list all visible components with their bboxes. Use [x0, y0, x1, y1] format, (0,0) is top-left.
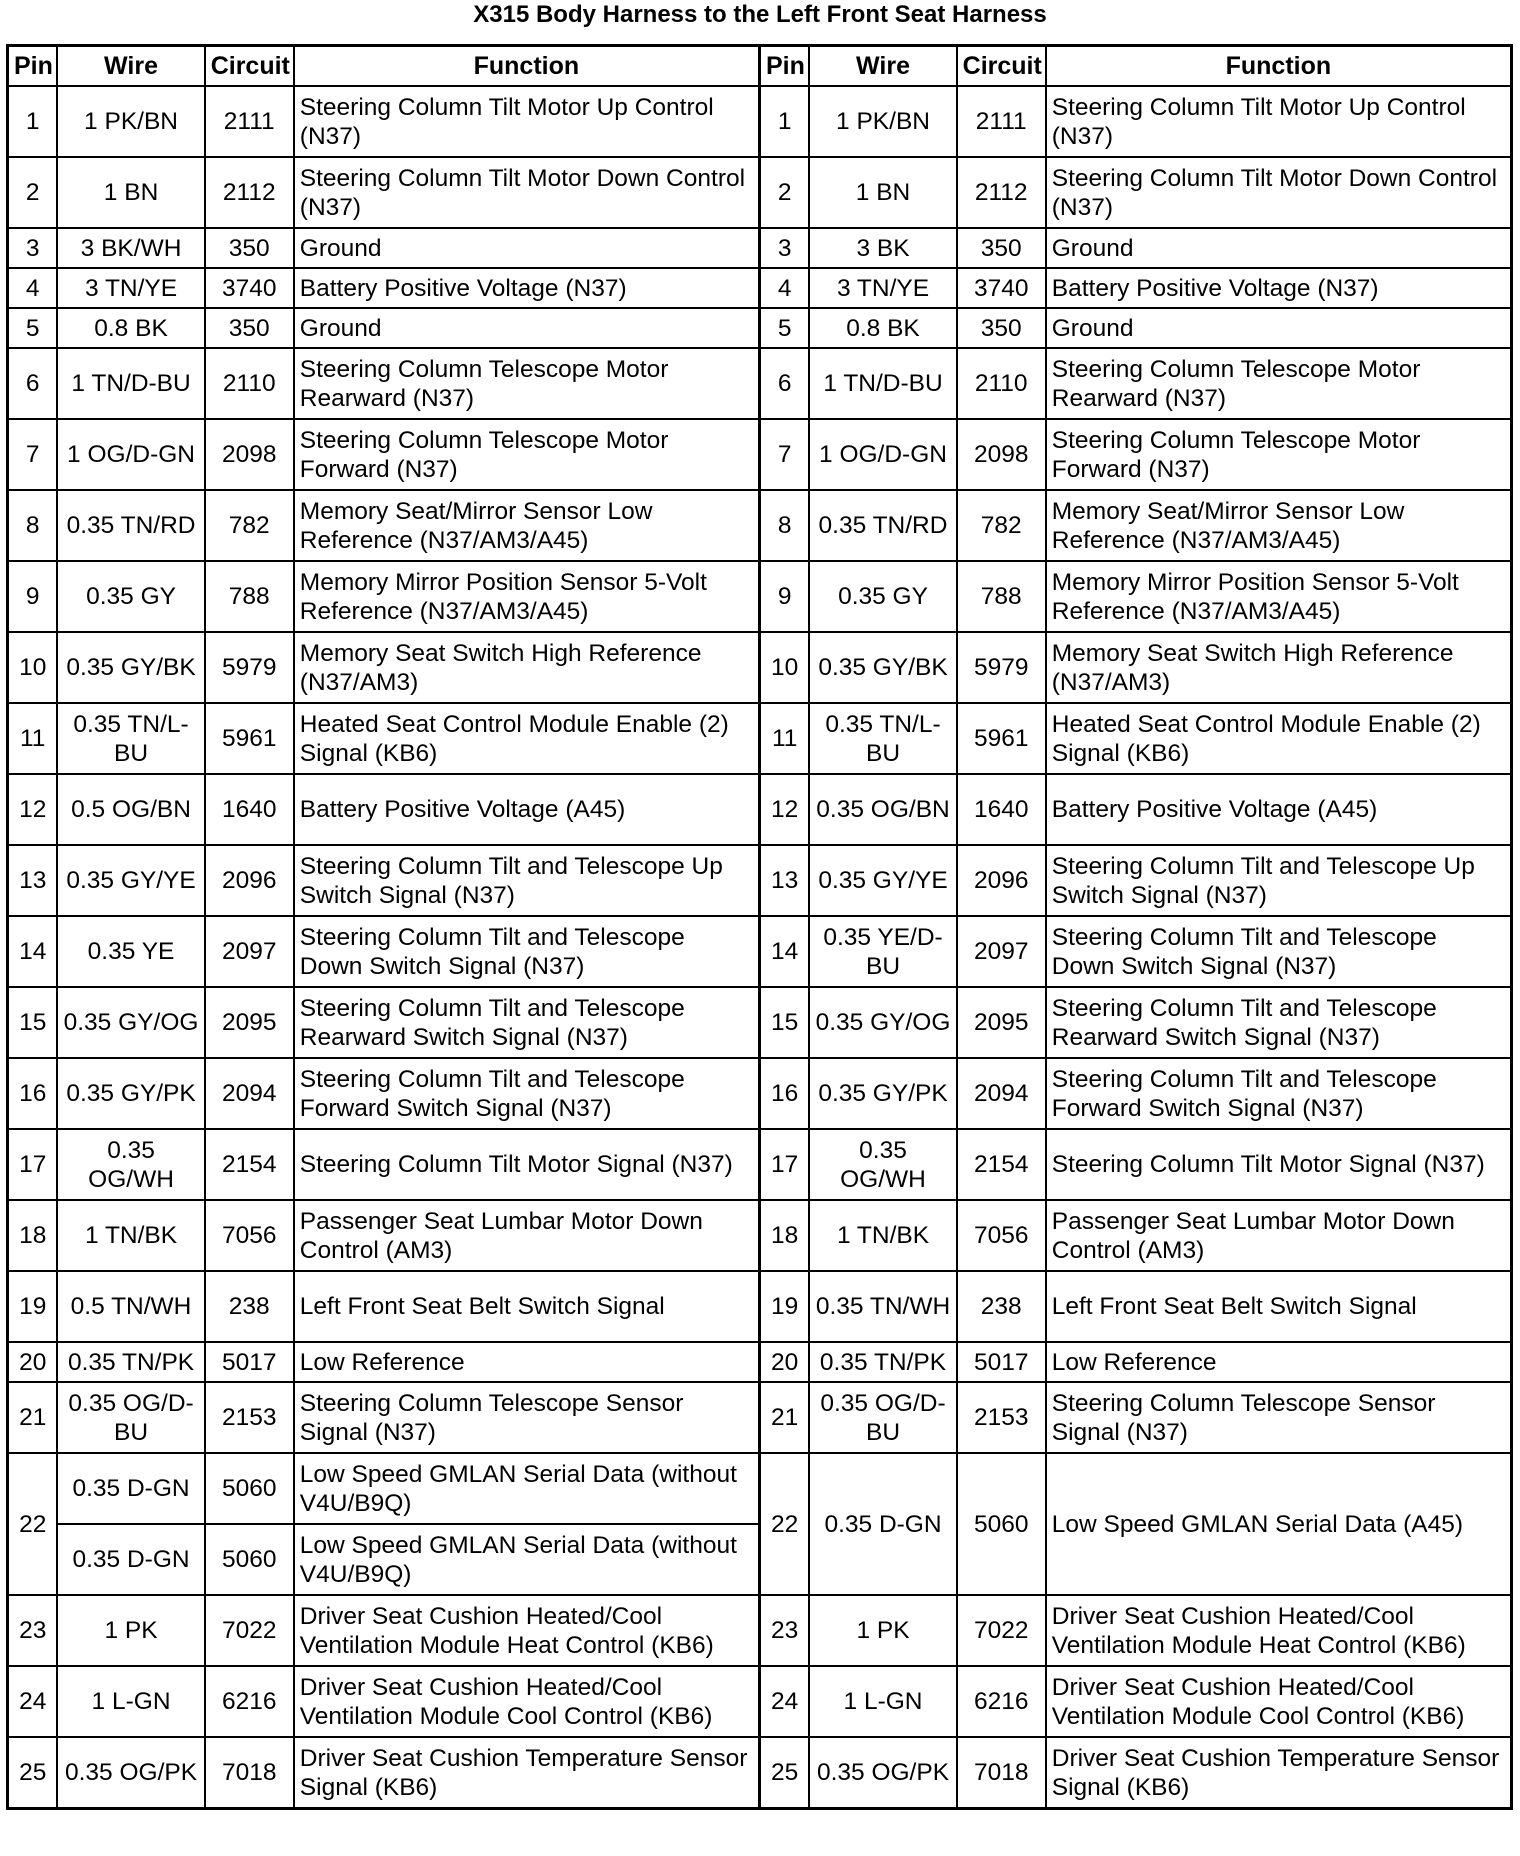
- circuit-left: 1640: [205, 774, 294, 845]
- circuit-left: 2095: [205, 987, 294, 1058]
- wire-left: 0.35 D-GN: [57, 1524, 204, 1595]
- wire-left: 3 BK/WH: [57, 228, 204, 268]
- circuit-right: 6216: [957, 1666, 1046, 1737]
- wire-left: 1 TN/D-BU: [57, 348, 204, 419]
- pin-right: 14: [759, 916, 809, 987]
- pin-left: 3: [8, 228, 58, 268]
- pin-right: 22: [759, 1453, 809, 1595]
- wire-left: 0.35 GY/PK: [57, 1058, 204, 1129]
- wire-right: 1 L-GN: [809, 1666, 956, 1737]
- header-wire-left: Wire: [57, 46, 204, 87]
- table-row: [8, 1129, 1512, 1200]
- circuit-left: 2098: [205, 419, 294, 490]
- circuit-left: 2110: [205, 348, 294, 419]
- circuit-right: 7022: [957, 1595, 1046, 1666]
- circuit-right: 2097: [957, 916, 1046, 987]
- function-right: Passenger Seat Lumbar Motor Down Control (AM3): [1046, 1200, 1512, 1271]
- function-right: Ground: [1046, 308, 1512, 348]
- page-title: X315 Body Harness to the Left Front Seat Harness: [473, 1, 1047, 28]
- wire-right: 1 OG/D-GN: [809, 419, 956, 490]
- pin-left: 9: [8, 561, 58, 632]
- function-left: Left Front Seat Belt Switch Signal: [294, 1271, 760, 1342]
- circuit-left: 5979: [205, 632, 294, 703]
- pin-right: 12: [759, 774, 809, 845]
- pin-right: 7: [759, 419, 809, 490]
- table-row: [8, 703, 1512, 774]
- wire-left: 0.35 GY/YE: [57, 845, 204, 916]
- circuit-right: 3740: [957, 268, 1046, 308]
- function-left: Low Reference: [294, 1342, 760, 1382]
- header-pin-left: Pin: [8, 46, 58, 87]
- pin-right: 8: [759, 490, 809, 561]
- function-right: Steering Column Tilt Motor Down Control (N37): [1046, 157, 1512, 228]
- wire-left: 1 OG/D-GN: [57, 419, 204, 490]
- pin-left: 18: [8, 1200, 58, 1271]
- circuit-right: 350: [957, 308, 1046, 348]
- wire-left: 1 BN: [57, 157, 204, 228]
- function-right: Steering Column Telescope Motor Forward (N37): [1046, 419, 1512, 490]
- wire-left: 0.5 OG/BN: [57, 774, 204, 845]
- circuit-left: 2154: [205, 1129, 294, 1200]
- pin-left: 12: [8, 774, 58, 845]
- circuit-right: 5060: [957, 1453, 1046, 1595]
- wire-left: 0.8 BK: [57, 308, 204, 348]
- wire-right: 0.35 OG/WH: [809, 1129, 956, 1200]
- circuit-right: 788: [957, 561, 1046, 632]
- pin-left: 2: [8, 157, 58, 228]
- table-row: [8, 845, 1512, 916]
- function-left: Low Speed GMLAN Serial Data (without V4U/B9Q): [294, 1453, 760, 1524]
- circuit-right: 2095: [957, 987, 1046, 1058]
- circuit-left: 782: [205, 490, 294, 561]
- circuit-right: 350: [957, 228, 1046, 268]
- pin-right: 13: [759, 845, 809, 916]
- function-right: Driver Seat Cushion Heated/Cool Ventilation Module Cool Control (KB6): [1046, 1666, 1512, 1737]
- circuit-right: 2112: [957, 157, 1046, 228]
- pin-right: 21: [759, 1382, 809, 1453]
- circuit-left: 788: [205, 561, 294, 632]
- pin-right: 17: [759, 1129, 809, 1200]
- table-row: [8, 774, 1512, 845]
- function-left: Driver Seat Cushion Heated/Cool Ventilation Module Cool Control (KB6): [294, 1666, 760, 1737]
- function-right: Steering Column Telescope Motor Rearward (N37): [1046, 348, 1512, 419]
- circuit-left: 2096: [205, 845, 294, 916]
- wire-left: 0.35 TN/L-BU: [57, 703, 204, 774]
- circuit-left: 2153: [205, 1382, 294, 1453]
- header-function-right: Function: [1046, 46, 1512, 87]
- function-right: Heated Seat Control Module Enable (2) Signal (KB6): [1046, 703, 1512, 774]
- wire-left: 0.35 TN/RD: [57, 490, 204, 561]
- wire-right: 0.8 BK: [809, 308, 956, 348]
- pin-left: 21: [8, 1382, 58, 1453]
- function-right: Ground: [1046, 228, 1512, 268]
- function-left: Battery Positive Voltage (N37): [294, 268, 760, 308]
- table-row: [8, 268, 1512, 308]
- circuit-right: 7056: [957, 1200, 1046, 1271]
- wire-right: 1 BN: [809, 157, 956, 228]
- table-row: [8, 157, 1512, 228]
- circuit-right: 1640: [957, 774, 1046, 845]
- circuit-right: 5017: [957, 1342, 1046, 1382]
- function-left: Steering Column Telescope Sensor Signal (N37): [294, 1382, 760, 1453]
- function-right: Memory Mirror Position Sensor 5-Volt Reference (N37/AM3/A45): [1046, 561, 1512, 632]
- circuit-left: 5060: [205, 1524, 294, 1595]
- function-left: Memory Mirror Position Sensor 5-Volt Reference (N37/AM3/A45): [294, 561, 760, 632]
- circuit-right: 5961: [957, 703, 1046, 774]
- header-row: [8, 46, 1512, 87]
- table-body: [8, 86, 1512, 1809]
- wire-right: 0.35 GY/YE: [809, 845, 956, 916]
- wire-left: 0.35 GY/BK: [57, 632, 204, 703]
- wire-left: 1 L-GN: [57, 1666, 204, 1737]
- table-row: [8, 86, 1512, 157]
- function-left: Ground: [294, 228, 760, 268]
- circuit-right: 2098: [957, 419, 1046, 490]
- wire-right: 0.35 D-GN: [809, 1453, 956, 1595]
- pin-left: 20: [8, 1342, 58, 1382]
- pin-right: 6: [759, 348, 809, 419]
- header-function-left: Function: [294, 46, 760, 87]
- wire-right: 3 TN/YE: [809, 268, 956, 308]
- wire-left: 0.35 OG/D-BU: [57, 1382, 204, 1453]
- wire-left: 0.35 YE: [57, 916, 204, 987]
- function-right: Steering Column Telescope Sensor Signal (N37): [1046, 1382, 1512, 1453]
- pin-left: 19: [8, 1271, 58, 1342]
- pin-left: 10: [8, 632, 58, 703]
- wire-left: 1 PK/BN: [57, 86, 204, 157]
- pin-right: 19: [759, 1271, 809, 1342]
- pin-right: 4: [759, 268, 809, 308]
- wire-left: 0.35 GY: [57, 561, 204, 632]
- pin-right: 24: [759, 1666, 809, 1737]
- circuit-left: 350: [205, 308, 294, 348]
- table-row: [8, 1666, 1512, 1737]
- pin-left: 5: [8, 308, 58, 348]
- pin-left: 4: [8, 268, 58, 308]
- header-circuit-left: Circuit: [205, 46, 294, 87]
- function-right: Steering Column Tilt and Telescope Forward Switch Signal (N37): [1046, 1058, 1512, 1129]
- circuit-right: 5979: [957, 632, 1046, 703]
- pin-left: 8: [8, 490, 58, 561]
- circuit-left: 5060: [205, 1453, 294, 1524]
- circuit-right: 2096: [957, 845, 1046, 916]
- wire-left: 1 PK: [57, 1595, 204, 1666]
- circuit-left: 3740: [205, 268, 294, 308]
- wire-left: 0.35 OG/WH: [57, 1129, 204, 1200]
- pin-left: 6: [8, 348, 58, 419]
- pin-right: 25: [759, 1737, 809, 1809]
- pin-left: 15: [8, 987, 58, 1058]
- wire-right: 0.35 GY/OG: [809, 987, 956, 1058]
- function-left: Heated Seat Control Module Enable (2) Signal (KB6): [294, 703, 760, 774]
- circuit-left: 350: [205, 228, 294, 268]
- function-right: Memory Seat/Mirror Sensor Low Reference (N37/AM3/A45): [1046, 490, 1512, 561]
- circuit-right: 2111: [957, 86, 1046, 157]
- circuit-right: 2154: [957, 1129, 1046, 1200]
- function-left: Steering Column Tilt and Telescope Forward Switch Signal (N37): [294, 1058, 760, 1129]
- wire-left: 0.35 GY/OG: [57, 987, 204, 1058]
- table-row: [8, 1453, 1512, 1524]
- function-left: Steering Column Telescope Motor Forward (N37): [294, 419, 760, 490]
- pin-left: 22: [8, 1453, 58, 1595]
- table-row: [8, 1342, 1512, 1382]
- wire-right: 0.35 TN/PK: [809, 1342, 956, 1382]
- wire-left: 0.5 TN/WH: [57, 1271, 204, 1342]
- pin-right: 20: [759, 1342, 809, 1382]
- function-right: Steering Column Tilt and Telescope Up Switch Signal (N37): [1046, 845, 1512, 916]
- circuit-right: 238: [957, 1271, 1046, 1342]
- circuit-left: 6216: [205, 1666, 294, 1737]
- header-wire-right: Wire: [809, 46, 956, 87]
- table-row: [8, 1595, 1512, 1666]
- table-row: [8, 916, 1512, 987]
- pin-right: 18: [759, 1200, 809, 1271]
- circuit-left: 7022: [205, 1595, 294, 1666]
- circuit-left: 238: [205, 1271, 294, 1342]
- table-row: [8, 228, 1512, 268]
- function-right: Left Front Seat Belt Switch Signal: [1046, 1271, 1512, 1342]
- wire-left: 3 TN/YE: [57, 268, 204, 308]
- pin-right: 15: [759, 987, 809, 1058]
- pin-right: 5: [759, 308, 809, 348]
- circuit-right: 2110: [957, 348, 1046, 419]
- table-row: [8, 1382, 1512, 1453]
- wire-right: 0.35 GY/PK: [809, 1058, 956, 1129]
- function-right: Driver Seat Cushion Heated/Cool Ventilation Module Heat Control (KB6): [1046, 1595, 1512, 1666]
- table-row: [8, 561, 1512, 632]
- function-left: Steering Column Tilt and Telescope Up Switch Signal (N37): [294, 845, 760, 916]
- table-row: [8, 1271, 1512, 1342]
- circuit-right: 2094: [957, 1058, 1046, 1129]
- pin-right: 3: [759, 228, 809, 268]
- function-left: Driver Seat Cushion Temperature Sensor Signal (KB6): [294, 1737, 760, 1809]
- circuit-left: 2097: [205, 916, 294, 987]
- function-right: Steering Column Tilt and Telescope Rearward Switch Signal (N37): [1046, 987, 1512, 1058]
- pin-right: 2: [759, 157, 809, 228]
- function-right: Driver Seat Cushion Temperature Sensor Signal (KB6): [1046, 1737, 1512, 1809]
- circuit-left: 7056: [205, 1200, 294, 1271]
- circuit-left: 2094: [205, 1058, 294, 1129]
- pin-left: 14: [8, 916, 58, 987]
- function-left: Steering Column Tilt Motor Up Control (N37): [294, 86, 760, 157]
- pin-right: 10: [759, 632, 809, 703]
- function-right: Steering Column Tilt and Telescope Down Switch Signal (N37): [1046, 916, 1512, 987]
- wire-right: 1 PK: [809, 1595, 956, 1666]
- function-left: Steering Column Tilt Motor Down Control (N37): [294, 157, 760, 228]
- table-row: [8, 490, 1512, 561]
- circuit-right: 782: [957, 490, 1046, 561]
- function-right: Memory Seat Switch High Reference (N37/AM3): [1046, 632, 1512, 703]
- function-left: Memory Seat Switch High Reference (N37/AM3): [294, 632, 760, 703]
- function-left: Passenger Seat Lumbar Motor Down Control (AM3): [294, 1200, 760, 1271]
- wire-right: 0.35 TN/L-BU: [809, 703, 956, 774]
- circuit-right: 2153: [957, 1382, 1046, 1453]
- table-row: [8, 987, 1512, 1058]
- wire-right: 1 PK/BN: [809, 86, 956, 157]
- wire-left: 1 TN/BK: [57, 1200, 204, 1271]
- pin-left: 13: [8, 845, 58, 916]
- wire-right: 3 BK: [809, 228, 956, 268]
- function-right: Low Reference: [1046, 1342, 1512, 1382]
- wire-right: 0.35 GY: [809, 561, 956, 632]
- wire-right: 0.35 GY/BK: [809, 632, 956, 703]
- wire-left: 0.35 OG/PK: [57, 1737, 204, 1809]
- function-left: Ground: [294, 308, 760, 348]
- pin-right: 11: [759, 703, 809, 774]
- circuit-right: 7018: [957, 1737, 1046, 1809]
- pinout-table: [6, 44, 1513, 1810]
- pin-left: 16: [8, 1058, 58, 1129]
- wire-right: 0.35 YE/D-BU: [809, 916, 956, 987]
- wire-right: 0.35 TN/RD: [809, 490, 956, 561]
- pin-left: 11: [8, 703, 58, 774]
- circuit-left: 7018: [205, 1737, 294, 1809]
- wire-right: 1 TN/D-BU: [809, 348, 956, 419]
- wire-right: 0.35 OG/PK: [809, 1737, 956, 1809]
- pin-left: 24: [8, 1666, 58, 1737]
- pin-right: 9: [759, 561, 809, 632]
- table-row: [8, 348, 1512, 419]
- circuit-left: 5961: [205, 703, 294, 774]
- function-left: Steering Column Tilt and Telescope Rearward Switch Signal (N37): [294, 987, 760, 1058]
- function-left: Low Speed GMLAN Serial Data (without V4U/B9Q): [294, 1524, 760, 1595]
- wire-left: 0.35 TN/PK: [57, 1342, 204, 1382]
- wire-right: 1 TN/BK: [809, 1200, 956, 1271]
- function-left: Memory Seat/Mirror Sensor Low Reference (N37/AM3/A45): [294, 490, 760, 561]
- table-row: [8, 1737, 1512, 1809]
- function-right: Battery Positive Voltage (N37): [1046, 268, 1512, 308]
- circuit-left: 2111: [205, 86, 294, 157]
- table-row: [8, 419, 1512, 490]
- pin-left: 23: [8, 1595, 58, 1666]
- header-pin-right: Pin: [759, 46, 809, 87]
- table-row: [8, 632, 1512, 703]
- pin-left: 25: [8, 1737, 58, 1809]
- wire-left: 0.35 D-GN: [57, 1453, 204, 1524]
- pin-right: 1: [759, 86, 809, 157]
- pin-right: 16: [759, 1058, 809, 1129]
- function-left: Steering Column Telescope Motor Rearward (N37): [294, 348, 760, 419]
- pin-right: 23: [759, 1595, 809, 1666]
- function-right: Battery Positive Voltage (A45): [1046, 774, 1512, 845]
- table-row: [8, 308, 1512, 348]
- function-left: Steering Column Tilt Motor Signal (N37): [294, 1129, 760, 1200]
- table-row: [8, 1200, 1512, 1271]
- pin-left: 17: [8, 1129, 58, 1200]
- function-right: Steering Column Tilt Motor Signal (N37): [1046, 1129, 1512, 1200]
- circuit-left: 2112: [205, 157, 294, 228]
- circuit-left: 5017: [205, 1342, 294, 1382]
- wire-right: 0.35 OG/D-BU: [809, 1382, 956, 1453]
- function-left: Driver Seat Cushion Heated/Cool Ventilation Module Heat Control (KB6): [294, 1595, 760, 1666]
- function-left: Steering Column Tilt and Telescope Down Switch Signal (N37): [294, 916, 760, 987]
- wire-right: 0.35 OG/BN: [809, 774, 956, 845]
- function-left: Battery Positive Voltage (A45): [294, 774, 760, 845]
- pin-left: 7: [8, 419, 58, 490]
- pin-left: 1: [8, 86, 58, 157]
- header-circuit-right: Circuit: [957, 46, 1046, 87]
- wire-right: 0.35 TN/WH: [809, 1271, 956, 1342]
- function-right: Steering Column Tilt Motor Up Control (N37): [1046, 86, 1512, 157]
- function-right: Low Speed GMLAN Serial Data (A45): [1046, 1453, 1512, 1595]
- table-row: [8, 1058, 1512, 1129]
